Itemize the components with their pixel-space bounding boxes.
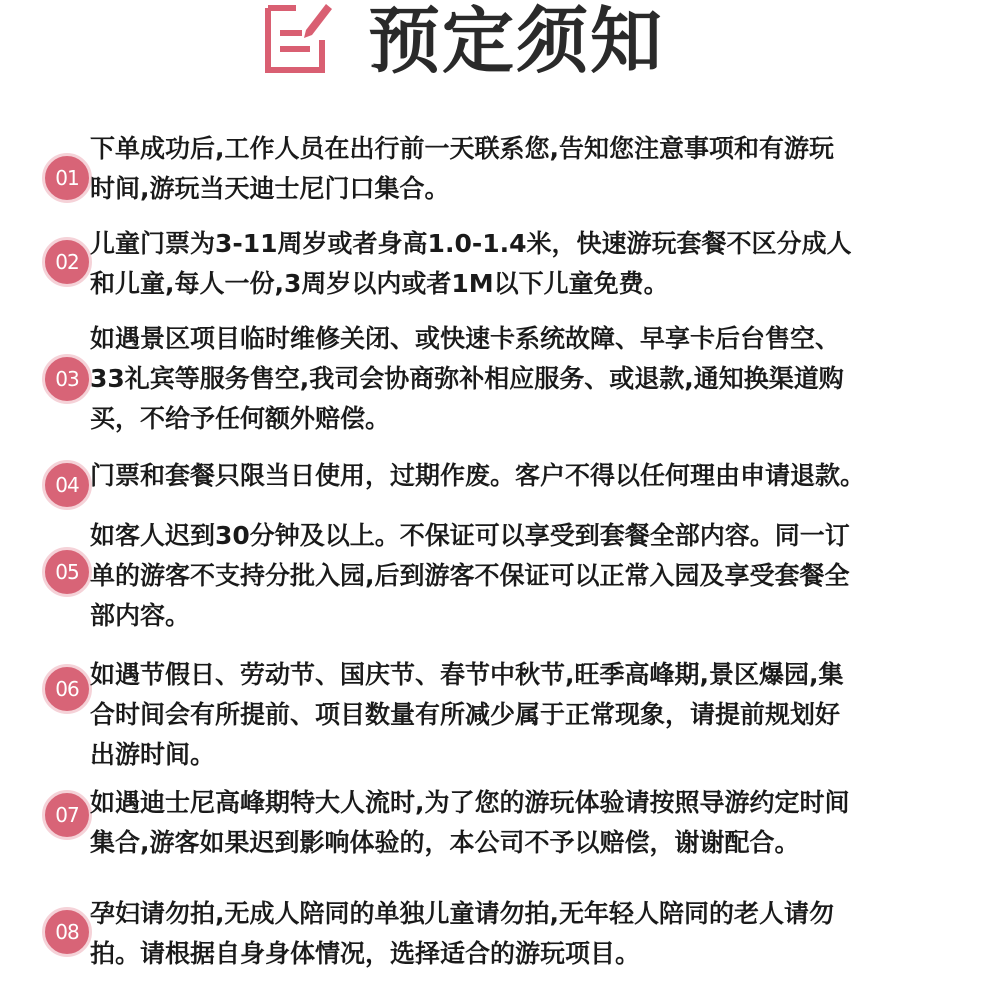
notice-number-badge: 08 <box>42 907 92 957</box>
notice-text <box>90 129 970 209</box>
notice-line: 集合,游客如果迟到影响体验的，本公司不予以赔偿，谢谢配合。 <box>90 828 800 857</box>
notice-line: 下单成功后,工作人员在出行前一天联系您,告知您注意事项和有游玩 <box>90 134 834 163</box>
notice-line: 如遇景区项目临时维修关闭、或快速卡系统故障、早享卡后台售空、 <box>90 324 841 353</box>
notice-text <box>90 516 970 636</box>
notice-line: 出游时间。 <box>90 740 216 769</box>
notice-line: 单的游客不支持分批入园,后到游客不保证可以正常入园及享受套餐全 <box>90 561 850 590</box>
notice-line: 和儿童,每人一份,3周岁以内或者1M以下儿童免费。 <box>90 269 669 298</box>
notice-text <box>90 224 970 304</box>
notice-number-badge: 07 <box>42 790 92 840</box>
notice-line: 时间,游玩当天迪士尼门口集合。 <box>90 174 450 203</box>
page-title: 预定须知 <box>368 0 665 83</box>
notice-line: 合时间会有所提前、项目数量有所减少属于正常现象，请提前规划好 <box>90 700 841 729</box>
notice-line: 如客人迟到30分钟及以上。不保证可以享受到套餐全部内容。同一订 <box>90 521 850 550</box>
notice-line: 儿童门票为3-11周岁或者身高1.0-1.4米，快速游玩套餐不区分成人 <box>90 229 852 258</box>
notice-line: 孕妇请勿拍,无成人陪同的单独儿童请勿拍,无年轻人陪同的老人请勿 <box>90 899 834 928</box>
notice-text <box>90 894 970 974</box>
notice-number-badge: 02 <box>42 237 92 287</box>
notice-text <box>90 319 970 439</box>
notice-line: 门票和套餐只限当日使用，过期作废。客户不得以任何理由申请退款。 <box>90 461 866 490</box>
notice-text <box>90 456 970 496</box>
notice-text <box>90 655 970 775</box>
notice-line: 如遇节假日、劳动节、国庆节、春节中秋节,旺季高峰期,景区爆园,集 <box>90 660 844 689</box>
notice-line: 33礼宾等服务售空,我司会协商弥补相应服务、或退款,通知换渠道购 <box>90 364 844 393</box>
page-header <box>0 0 1000 90</box>
notice-number-badge: 06 <box>42 664 92 714</box>
notice-number-badge: 05 <box>42 547 92 597</box>
notice-text <box>90 783 970 863</box>
notice-line: 拍。请根据自身身体情况，选择适合的游玩项目。 <box>90 939 641 968</box>
edit-document-icon <box>262 0 334 74</box>
notice-number-badge: 01 <box>42 153 92 203</box>
notice-number-badge: 03 <box>42 354 92 404</box>
notice-line: 如遇迪士尼高峰期特大人流时,为了您的游玩体验请按照导游约定时间 <box>90 788 850 817</box>
notice-number-badge: 04 <box>42 460 92 510</box>
notice-line: 部内容。 <box>90 601 191 630</box>
notice-line: 买，不给予任何额外赔偿。 <box>90 404 391 433</box>
